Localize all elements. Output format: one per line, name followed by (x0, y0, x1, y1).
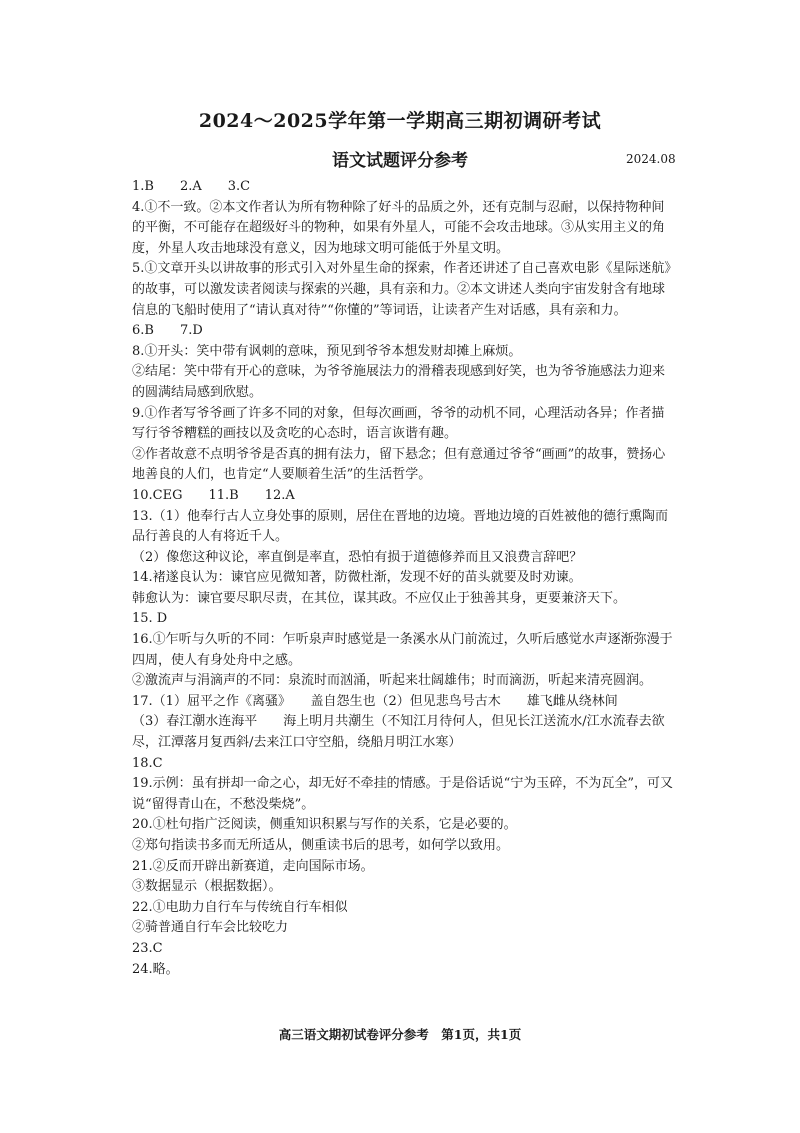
answer-line: 23.C (132, 940, 163, 956)
answer-line: 13.（1）他奉行古人立身处事的原则，居住在晋地的边境。晋地边境的百姓被他的德行熏陶而品行善良的人有将近千人。 (132, 508, 668, 545)
answer-line: ②作者故意不点明爷爷是否真的拥有法力，留下悬念；但有意通过爷爷“画画”的故事，赞扬心地善良的人们，也肯定“人要顺着生活”的生活哲学。 (132, 446, 666, 483)
answer-line: 16.①乍听与久听的不同：乍听泉声时感觉是一条溪水从门前流过，久听后感觉水声逐渐弥漫于四周，使人有身处舟中之感。 (132, 632, 673, 668)
answer-line: 5.①文章开头以讲故事的形式引入对外星生命的探索，作者还讲述了自己喜欢电影《星际迷航》的故事，可以激发读者阅读与探索的兴趣，具有亲和力。②本文讲述人类向宇宙发射含有地球信息的飞船时使用了“请认真对待”“你懂的”等词语，让读者产生对话感，具有亲和力。 (132, 261, 671, 318)
answer-line: 6.B 7.D (132, 323, 203, 339)
answer-line: ③数据显示（根据数据）。 (132, 879, 282, 895)
answer-line: ②郑句指读书多而无所适从，侧重读书后的思考，如何学以致用。 (132, 838, 510, 853)
answer-line: （3）春江潮水连海平 海上明月共潮生（不知江月待何人，但见长江送流水/江水流春去欲尽，江潭落月复西斜/去来江口守空船，绕船月明江水寒） (132, 714, 665, 751)
answer-line: ②骑普通自行车会比较吃力 (132, 920, 289, 936)
answer-line: 20.①杜句指广泛阅读，侧重知识积累与写作的关系，它是必要的。 (132, 817, 517, 833)
answer-line: 韩愈认为：谏官要尽职尽责，在其位，谋其政。不应仅止于独善其身，更要兼济天下。 (132, 590, 627, 606)
answer-line: 24.略。 (132, 961, 179, 977)
answer-line: 1.B 2.A 3.C (132, 179, 251, 194)
answer-line: 21.②反而开辟出新赛道，走向国际市场。 (132, 858, 374, 874)
answer-line: 10.CEG 11.B 12.A (132, 487, 295, 503)
answer-line: （2）像您这种议论，率直倒是率直，恐怕有损于道德修养而且又浪费言辞吧？ (132, 549, 583, 565)
answer-line: 17.（1）屈平之作《离骚》 盖自怨生也（2）但见悲鸟号古木 雄飞雌从绕林间 (132, 693, 618, 709)
answer-line: 22.①电助力自行车与传统自行车相似 (132, 899, 348, 915)
answer-line: ②激流声与涓滴声的不同：泉流时而汹涌，听起来壮阔雄伟；时而滴沥，听起来清亮圆润。 (132, 673, 653, 689)
answer-line: 14.褚遂良认为：谏官应见微知著，防微杜渐，发现不好的苗头就要及时劝谏。 (132, 570, 582, 586)
answer-line: 4.①不一致。②本文作者认为所有物种除了好斗的品质之外，还有克制与忍耐，以保持物种间的平衡，不可能存在超级好斗的物种，如果有外星人，可能不会攻击地球。③从实用主义的角度，外星人攻击地球没有意义，因为地球文明可能低于外星文明。 (132, 199, 666, 256)
answer-line: 9.①作者写爷爷画了许多不同的对象，但每次画画，爷爷的动机不同，心理活动各异；作者描写行爷爷糟糕的画技以及贪吃的心态时，语言诙谐有趣。 (132, 405, 665, 442)
answer-line: 19.示例：虽有拼却一命之心，却无好不牵挂的情感。于是俗话说“宁为玉碎，不为瓦全”，可又说“留得青山在，不愁没柴烧”。 (132, 776, 673, 812)
page-footer: 高三语文期初试卷评分参考 第1页，共1页 (278, 1027, 522, 1042)
page-subtitle: 语文试题评分参考 (332, 151, 468, 171)
answer-line: ②结尾：笑中带有开心的意味，为爷爷施展法力的滑稽表现感到好笑，也为爷爷施感法力迎来的圆满结局感到欣慰。 (132, 364, 666, 400)
answer-line: 15. D (132, 611, 168, 627)
answer-line: 8.①开头：笑中带有讽刺的意味，预见到爷爷本想发财却摊上麻烦。 (132, 343, 522, 359)
answer-list (132, 177, 677, 980)
answer-line: 18.C (132, 755, 163, 771)
document-date: 2024.08 (626, 152, 676, 166)
page-title: 2024～2025学年第一学期高三期初调研考试 (198, 110, 602, 132)
